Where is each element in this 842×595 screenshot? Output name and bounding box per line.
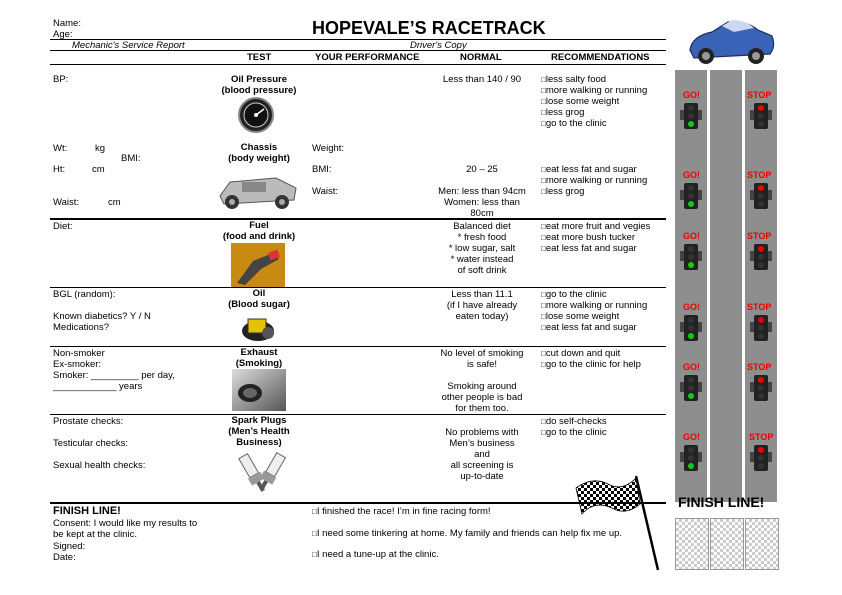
waist-cm-label: cm xyxy=(108,197,121,208)
test-subtitle: Business) xyxy=(236,437,282,448)
left-line: BGL (random): xyxy=(53,289,116,300)
test-subtitle: (Men’s Health xyxy=(228,426,290,437)
stop-sign: STOP xyxy=(747,362,772,372)
perf-bmi: BMI: xyxy=(312,164,332,175)
normal-line: and xyxy=(474,449,490,460)
fuel-nozzle-icon xyxy=(231,243,285,287)
normal-line: No level of smoking xyxy=(440,348,524,359)
stop-sign: STOP xyxy=(747,231,772,241)
normal-line: Smoking around xyxy=(447,381,517,392)
normal-line: Men: less than 94cm xyxy=(438,186,526,197)
normal-line: Less than 11.1 xyxy=(451,289,513,300)
left-line xyxy=(53,449,145,460)
option-fine-form[interactable]: □ I finished the race! I’m in fine racing form! xyxy=(312,506,491,517)
go-sign: GO! xyxy=(683,432,700,442)
left-line: Sexual health checks: xyxy=(53,460,146,471)
row-divider xyxy=(50,414,666,415)
go-sign: GO! xyxy=(683,302,700,312)
rec-item: □ less grog xyxy=(541,107,647,118)
stop-sign: STOP xyxy=(747,170,772,180)
perf-waist: Waist: xyxy=(312,186,339,197)
left-line: Known diabetics? Y / N xyxy=(53,311,151,322)
rec-item: □ go to the clinic xyxy=(541,289,647,300)
test-fuel xyxy=(200,220,318,242)
wt-label: Wt: xyxy=(53,143,68,154)
kg-label: kg xyxy=(95,143,106,154)
drivers-copy-label: Driver's Copy xyxy=(410,40,467,51)
exhaust-pipe-icon xyxy=(232,369,286,411)
normal-waist xyxy=(430,186,534,219)
smoking-labels xyxy=(53,348,175,392)
normal-line: for them too. xyxy=(455,403,509,414)
normal-line: other people is bad xyxy=(441,392,523,403)
header-divider-2 xyxy=(50,50,666,51)
normal-line: all screening is xyxy=(450,460,514,471)
rec-item: □ more walking or running xyxy=(541,175,647,186)
go-sign: GO! xyxy=(683,170,700,180)
waist-label: Waist: xyxy=(53,197,80,208)
rec-item: □ more walking or running xyxy=(541,300,647,311)
race-car-icon xyxy=(684,14,776,68)
consent-text xyxy=(53,518,197,540)
diet-label: Diet: xyxy=(53,221,73,232)
cm-label: cm xyxy=(92,164,105,175)
green-traffic-light-icon xyxy=(680,314,702,342)
rec-item: □ go to the clinic xyxy=(541,427,607,438)
test-oil xyxy=(200,288,318,310)
normal-bp: Less than 140 / 90 xyxy=(442,74,522,85)
column-header-divider xyxy=(50,64,666,65)
rec-item: □ eat less fat and sugar xyxy=(541,164,647,175)
age-label: Age: xyxy=(53,29,73,40)
test-name: Chassis xyxy=(240,142,278,153)
normal-fuel xyxy=(430,221,534,276)
recs-mens-health xyxy=(541,416,607,438)
normal-line: 80cm xyxy=(470,208,494,219)
red-traffic-light-icon xyxy=(750,182,772,210)
row-divider xyxy=(50,287,666,288)
test-subtitle: (Blood sugar) xyxy=(228,299,290,310)
normal-line xyxy=(430,370,534,381)
oil-can-icon xyxy=(236,311,280,343)
bmi-left-label: BMI: xyxy=(121,153,141,164)
ht-label: Ht: xyxy=(53,164,66,175)
red-traffic-light-icon xyxy=(750,314,772,342)
rec-item: □ eat more bush tucker xyxy=(541,232,650,243)
normal-smoking xyxy=(430,348,534,414)
rec-item: □ go to the clinic xyxy=(541,118,647,129)
rec-item: □ less salty food xyxy=(541,74,647,85)
checkered-lane-right xyxy=(745,518,779,570)
pressure-gauge-icon xyxy=(238,97,274,133)
rec-item: □ more walking or running xyxy=(541,85,647,96)
bp-label: BP: xyxy=(53,74,69,85)
left-line: Medications? xyxy=(53,322,109,333)
green-traffic-light-icon xyxy=(680,444,702,472)
test-subtitle: (blood pressure) xyxy=(221,85,297,96)
normal-bmi: 20 – 25 xyxy=(466,164,498,175)
race-car-chassis-icon xyxy=(216,166,300,212)
normal-bgl xyxy=(430,289,534,322)
rec-item: □ do self-checks xyxy=(541,416,607,427)
normal-line: Balanced diet xyxy=(453,221,511,232)
bgl-labels xyxy=(53,289,151,333)
normal-line: No problems with xyxy=(445,427,519,438)
rec-item: □ go to the clinic for help xyxy=(541,359,641,370)
test-exhaust xyxy=(200,347,318,369)
recs-smoking xyxy=(541,348,641,370)
perf-weight: Weight: xyxy=(312,143,345,154)
normal-line: Women: less than xyxy=(444,197,520,208)
recs-bp xyxy=(541,74,647,129)
normal-line: * low sugar, salt xyxy=(448,243,516,254)
rec-item: □ less grog xyxy=(541,186,647,197)
test-name: Exhaust xyxy=(240,347,278,358)
track-lane-middle xyxy=(710,70,742,502)
normal-line: * water instead xyxy=(450,254,514,265)
col-normal: NORMAL xyxy=(460,52,502,63)
checkered-flag-icon xyxy=(572,470,662,572)
green-traffic-light-icon xyxy=(680,374,702,402)
rec-item: □ eat less fat and sugar xyxy=(541,243,650,254)
red-traffic-light-icon xyxy=(750,243,772,271)
option-tinkering[interactable]: □ I need some tinkering at home. My family and friends can help fix me up. xyxy=(312,528,622,539)
left-line: Ex-smoker: xyxy=(53,359,102,370)
row-divider xyxy=(50,346,666,347)
go-sign: GO! xyxy=(683,231,700,241)
test-subtitle: (food and drink) xyxy=(222,231,296,242)
red-traffic-light-icon xyxy=(750,444,772,472)
name-label: Name: xyxy=(53,18,81,29)
red-traffic-light-icon xyxy=(750,374,772,402)
rec-item: □ lose some weight xyxy=(541,311,647,322)
left-line: Prostate checks: xyxy=(53,416,124,427)
normal-line: is safe! xyxy=(466,359,498,370)
rec-item: □ cut down and quit xyxy=(541,348,641,359)
test-chassis xyxy=(200,142,318,164)
left-line: ____________ years xyxy=(53,381,143,392)
finish-title: FINISH LINE! xyxy=(53,505,121,517)
test-name: Oil Pressure xyxy=(231,74,287,85)
normal-mens-health xyxy=(430,427,534,482)
red-traffic-light-icon xyxy=(750,102,772,130)
rec-item: □ eat more fruit and vegies xyxy=(541,221,650,232)
recs-bgl xyxy=(541,289,647,333)
left-line: Testicular checks: xyxy=(53,438,128,449)
stop-sign: STOP xyxy=(747,302,772,312)
test-subtitle: (body weight) xyxy=(228,153,290,164)
go-sign: GO! xyxy=(683,90,700,100)
normal-line: Men’s business xyxy=(449,438,515,449)
checkered-lane-left xyxy=(675,518,709,570)
col-recommendations: RECOMMENDATIONS xyxy=(551,52,650,63)
normal-line: * fresh food xyxy=(457,232,507,243)
recs-fuel xyxy=(541,221,650,254)
green-traffic-light-icon xyxy=(680,102,702,130)
test-oil-pressure xyxy=(200,74,318,96)
test-name: Fuel xyxy=(249,220,269,231)
mens-health-labels xyxy=(53,416,145,471)
spark-plugs-icon xyxy=(234,449,292,497)
green-traffic-light-icon xyxy=(680,182,702,210)
test-spark-plugs xyxy=(200,415,318,448)
test-name: Oil xyxy=(252,288,266,299)
date-label: Date: xyxy=(53,552,76,563)
rec-item: □ eat less fat and sugar xyxy=(541,322,647,333)
col-test: TEST xyxy=(247,52,272,63)
stop-sign: STOP xyxy=(747,90,772,100)
test-subtitle: (Smoking) xyxy=(235,358,283,369)
checkered-lane-middle xyxy=(710,518,744,570)
normal-line: of soft drink xyxy=(457,265,507,276)
normal-line: up-to-date xyxy=(460,471,504,482)
mechanics-copy-label: Mechanic's Service Report xyxy=(72,40,185,51)
left-line xyxy=(53,300,151,311)
row-divider xyxy=(50,218,666,220)
rec-item: □ lose some weight xyxy=(541,96,647,107)
green-traffic-light-icon xyxy=(680,243,702,271)
normal-line: eaten today) xyxy=(455,311,509,322)
consent-line: Consent: I would like my results to xyxy=(53,518,198,529)
recs-chassis xyxy=(541,164,647,197)
finish-divider xyxy=(50,502,666,504)
option-tune-up[interactable]: □ I need a tune-up at the clinic. xyxy=(312,549,439,560)
consent-line: be kept at the clinic. xyxy=(53,529,137,540)
left-line: Smoker: _________ per day, xyxy=(53,370,175,381)
left-line xyxy=(53,427,145,438)
stop-sign: STOP xyxy=(749,432,774,442)
test-name: Spark Plugs xyxy=(231,415,287,426)
col-performance: YOUR PERFORMANCE xyxy=(315,52,420,63)
go-sign: GO! xyxy=(683,362,700,372)
signed-label: Signed: xyxy=(53,541,86,552)
normal-line: (if I have already xyxy=(446,300,518,311)
left-line: Non-smoker xyxy=(53,348,105,359)
page-title: HOPEVALE’S RACETRACK xyxy=(312,18,546,38)
sidebar-finish-line: FINISH LINE! xyxy=(678,494,765,510)
